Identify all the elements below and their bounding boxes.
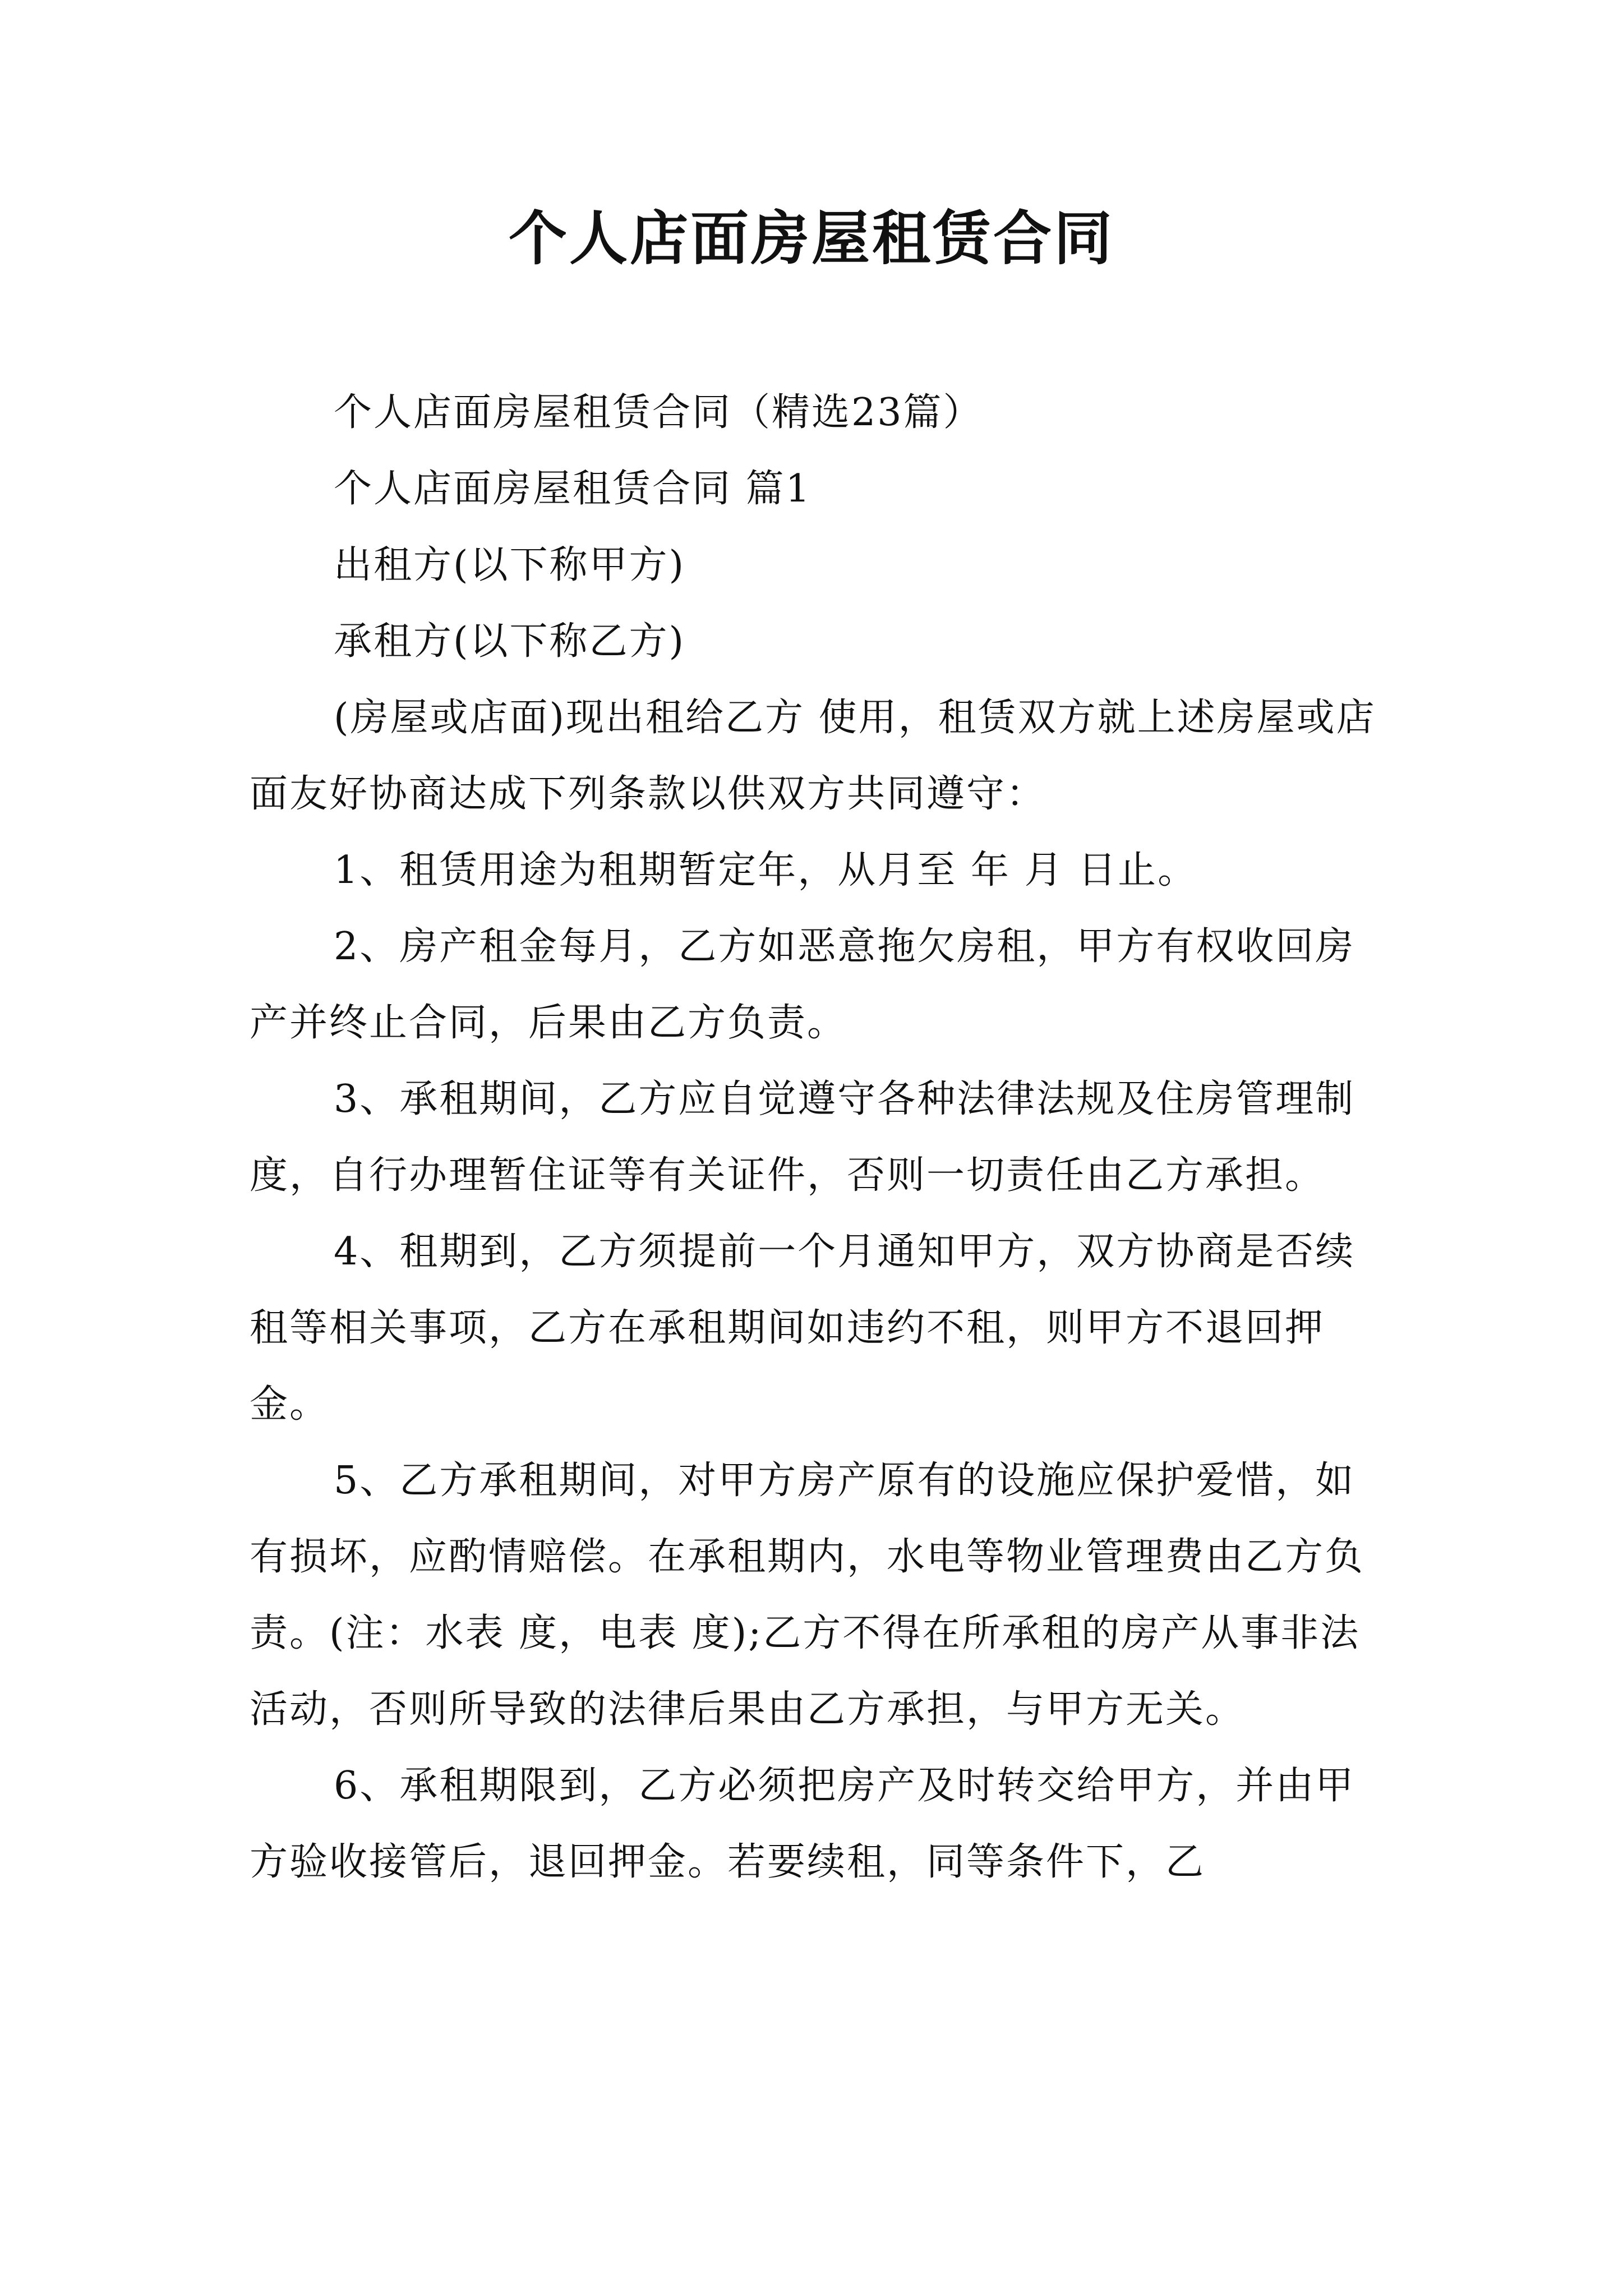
- clause-3: 3、承租期间，乙方应自觉遵守各种法律法规及住房管理制度，自行办理暂住证等有关证件，否则一切责任由乙方承担。: [250, 1077, 1355, 1198]
- paragraph-intro: (房屋或店面)现出租给乙方 使用，租赁双方就上述房屋或店面友好协商达成下列条款以供双方共同遵守：: [250, 696, 1376, 816]
- document-body: [250, 375, 1382, 1901]
- clause-5: 5、乙方承租期间，对甲方房产原有的设施应保护爱惜，如有损坏，应酌情赔偿。在承租期内，水电等物业管理费由乙方负责。(注：水表 度，电表 度);乙方不得在所承租的房产从事非法活动，否则所导致的法律后果由乙方承担，与甲方无关。: [250, 1458, 1365, 1732]
- clause-4: 4、租期到，乙方须提前一个月通知甲方，双方协商是否续租等相关事项，乙方在承租期间如违约不租，则甲方不退回押金。: [250, 1230, 1355, 1427]
- paragraph-lessor: 出租方(以下称甲方): [334, 543, 686, 587]
- paragraph-subtitle: 个人店面房屋租赁合同（精选23篇）: [334, 390, 983, 435]
- paragraph-lessee: 承租方(以下称乙方): [334, 619, 686, 664]
- clause-6: 6、承租期限到，乙方必须把房产及时转交给甲方，并由甲方验收接管后，退回押金。若要续租，同等条件下，乙: [250, 1764, 1355, 1884]
- clause-1: 1、租赁用途为租期暂定年，从月至 年 月 日止。: [334, 848, 1198, 892]
- document-title: 个人店面房屋租赁合同: [508, 204, 1114, 273]
- clause-2: 2、房产租金每月，乙方如恶意拖欠房租，甲方有权收回房产并终止合同，后果由乙方负责。: [250, 924, 1355, 1045]
- paragraph-section-heading: 个人店面房屋租赁合同 篇1: [334, 467, 811, 511]
